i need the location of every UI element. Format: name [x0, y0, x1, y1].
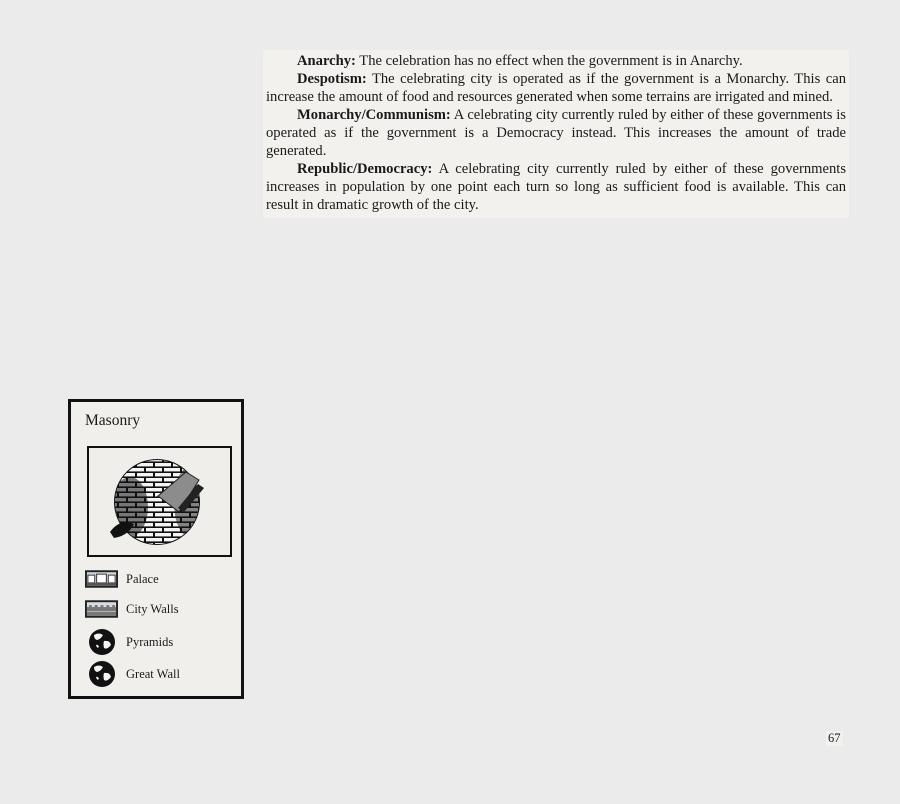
list-item-palace: [85, 566, 159, 592]
masonry-sidebar: [68, 399, 244, 699]
text-republic-democracy: A celebrating city currently ruled by either of these governments increases in population by one point each turn so long as sufficient food is available. This can result in dramatic growth of the city.: [266, 161, 846, 213]
body-text: [263, 50, 849, 218]
city-walls-label: City Walls: [126, 601, 179, 616]
sidebar-title: Masonry: [85, 412, 141, 429]
text-despotism: The celebrating city is operated as if the government is a Monarchy. This can increase the amount of food and resources generated when some terrains are irrigated and mined.: [266, 71, 846, 105]
list-item-pyramids: [85, 629, 173, 655]
great-wall-label: Great Wall: [126, 666, 180, 681]
globe-icon: [85, 660, 118, 688]
page-number: 67: [828, 731, 841, 745]
text-monarchy-communism: A celebrating city currently ruled by either of these governments is operated as if the government is a Democracy instead. This increases the amount of trade generated.: [266, 107, 846, 159]
city-walls-icon: [85, 600, 118, 618]
text-anarchy: The celebration has no effect when the government is in Anarchy.: [355, 53, 743, 69]
term-anarchy: Anarchy:: [297, 53, 356, 69]
masonry-picture: [87, 446, 232, 557]
list-item-city-walls: [85, 596, 179, 622]
paragraph-anarchy: [266, 52, 846, 70]
palace-label: Palace: [126, 571, 159, 586]
globe-icon: [85, 628, 118, 656]
pyramids-label: Pyramids: [126, 634, 174, 649]
paragraph-monarchy-communism: [266, 106, 846, 160]
paragraph-republic-democracy: [266, 160, 846, 214]
palace-icon: [85, 570, 118, 588]
term-republic-democracy: Republic/Democracy:: [297, 161, 433, 177]
list-item-great-wall: [85, 661, 180, 687]
term-despotism: Despotism:: [297, 71, 367, 87]
term-monarchy-communism: Monarchy/Communism:: [297, 107, 451, 123]
paragraph-despotism: [266, 70, 846, 106]
masonry-illustration-icon: [100, 452, 220, 552]
